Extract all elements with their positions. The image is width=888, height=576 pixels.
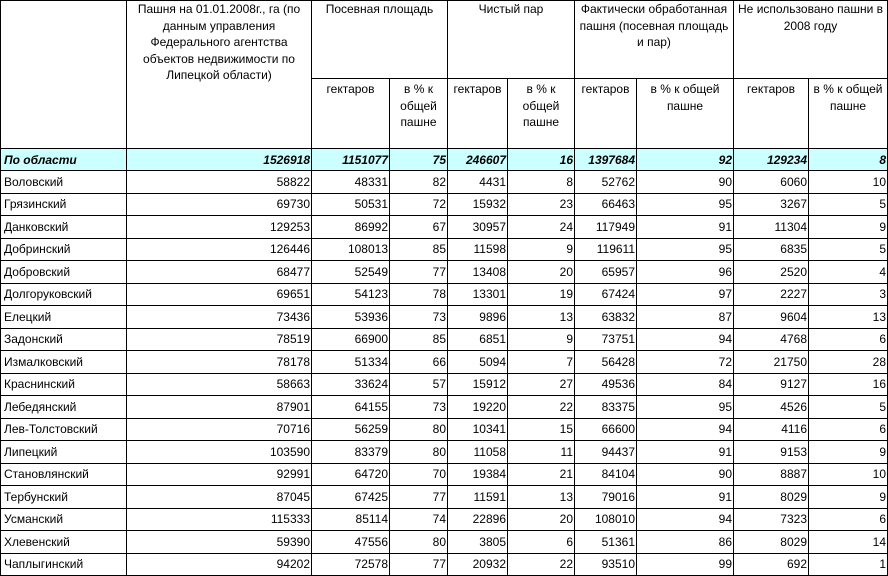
table-row [1, 418, 888, 441]
unused-hectares: 9127 [734, 373, 809, 396]
district-name: Добринский [1, 238, 127, 261]
sown-percent: 85 [390, 238, 448, 261]
fallow-percent: 23 [508, 193, 575, 216]
unused-hectares: 3267 [734, 193, 809, 216]
fallow-hectares: 5094 [448, 351, 508, 374]
actual-hectares: 73751 [575, 328, 637, 351]
table-row [1, 238, 888, 261]
fallow-hectares: 13301 [448, 283, 508, 306]
unused-percent: 9 [809, 441, 888, 464]
sown-percent: 85 [390, 328, 448, 351]
sown-percent: 70 [390, 463, 448, 486]
unused-hectares: 6060 [734, 171, 809, 194]
fallow-percent: 22 [508, 396, 575, 419]
sown-hectares: 50531 [312, 193, 390, 216]
unused-hectares: 4768 [734, 328, 809, 351]
sown-hectares: 54123 [312, 283, 390, 306]
total-arable: 1526918 [127, 149, 312, 171]
fallow-hectares: 13408 [448, 261, 508, 284]
sown-percent: 78 [390, 283, 448, 306]
sown-percent: 77 [390, 486, 448, 509]
unused-hectares: 9604 [734, 306, 809, 329]
sown-percent: 80 [390, 531, 448, 554]
actual-hectares: 108010 [575, 508, 637, 531]
unused-hectares: 11304 [734, 216, 809, 239]
unused-hectares: 2520 [734, 261, 809, 284]
sown-hectares: 56259 [312, 418, 390, 441]
arable-value: 58663 [127, 373, 312, 396]
district-name: Лев-Толстовский [1, 418, 127, 441]
total-unused-pct: 8 [809, 149, 888, 171]
fallow-hectares: 19220 [448, 396, 508, 419]
actual-hectares: 79016 [575, 486, 637, 509]
unused-hectares: 2227 [734, 283, 809, 306]
actual-hectares: 52762 [575, 171, 637, 194]
sown-hectares: 108013 [312, 238, 390, 261]
unused-hectares: 4116 [734, 418, 809, 441]
unused-percent: 10 [809, 171, 888, 194]
actual-percent: 96 [637, 261, 734, 284]
fallow-header: Чистый пар [448, 1, 575, 79]
table-row [1, 351, 888, 374]
table-row [1, 463, 888, 486]
table-row [1, 171, 888, 194]
actual-hectares: 119611 [575, 238, 637, 261]
sown-hectares: 47556 [312, 531, 390, 554]
unused-percent: 9 [809, 216, 888, 239]
sown-percent: 72 [390, 193, 448, 216]
arable-value: 103590 [127, 441, 312, 464]
district-name: Краснинский [1, 373, 127, 396]
arable-value: 59390 [127, 531, 312, 554]
table-row [1, 486, 888, 509]
unused-percent: 5 [809, 396, 888, 419]
unused-hectares: 8887 [734, 463, 809, 486]
fallow-percent: 11 [508, 441, 575, 464]
total-sown-pct: 75 [390, 149, 448, 171]
actual-percent: 91 [637, 216, 734, 239]
district-name: Добровский [1, 261, 127, 284]
district-name: Задонский [1, 328, 127, 351]
unused-hectares: 21750 [734, 351, 809, 374]
sown-percent: 73 [390, 396, 448, 419]
fallow-hectares: 3805 [448, 531, 508, 554]
arable-value: 78519 [127, 328, 312, 351]
fallow-percent: 21 [508, 463, 575, 486]
unused-percent: 1 [809, 553, 888, 576]
district-name: Хлевенский [1, 531, 127, 554]
unused-hectares: 692 [734, 553, 809, 576]
fallow-percent: 7 [508, 351, 575, 374]
fallow-hectares: 22896 [448, 508, 508, 531]
fallow-hectares: 11591 [448, 486, 508, 509]
arable-value: 92991 [127, 463, 312, 486]
unused-percent: 28 [809, 351, 888, 374]
total-actual-ha: 1397684 [575, 149, 637, 171]
unused-percent: 6 [809, 418, 888, 441]
sown-hectares: 33624 [312, 373, 390, 396]
fallow-hectares: 4431 [448, 171, 508, 194]
total-unused-ha: 129234 [734, 149, 809, 171]
table-row [1, 261, 888, 284]
total-fallow-pct: 16 [508, 149, 575, 171]
actual-hectares: 66600 [575, 418, 637, 441]
fallow-percent: 24 [508, 216, 575, 239]
fallow-percent: 20 [508, 261, 575, 284]
fallow-percent: 22 [508, 553, 575, 576]
actual-percent: 90 [637, 171, 734, 194]
unused-hectares: 4526 [734, 396, 809, 419]
fallow-percent: 20 [508, 508, 575, 531]
actual-hectares: 63832 [575, 306, 637, 329]
header-row-1 [1, 1, 888, 79]
table-row [1, 306, 888, 329]
district-name: Становлянский [1, 463, 127, 486]
district-name: Усманский [1, 508, 127, 531]
fallow-percent: 9 [508, 328, 575, 351]
actual-percent: 95 [637, 396, 734, 419]
arable-value: 126446 [127, 238, 312, 261]
actual-hectares: 51361 [575, 531, 637, 554]
unused-percent: 5 [809, 193, 888, 216]
unused-percent: 5 [809, 238, 888, 261]
unused-hectares: 8029 [734, 531, 809, 554]
arable-value: 58822 [127, 171, 312, 194]
sown-hectares: 48331 [312, 171, 390, 194]
actual-hectares: 49536 [575, 373, 637, 396]
sown-hectares-header: гектаров [312, 79, 390, 149]
actual-percent: 97 [637, 283, 734, 306]
actual-hectares: 94437 [575, 441, 637, 464]
fallow-percent: 15 [508, 418, 575, 441]
sown-percent: 82 [390, 171, 448, 194]
unused-percent: 9 [809, 486, 888, 509]
district-name: Тербунский [1, 486, 127, 509]
actual-percent: 91 [637, 486, 734, 509]
actual-hectares: 83375 [575, 396, 637, 419]
arable-value: 69651 [127, 283, 312, 306]
unused-percent: 16 [809, 373, 888, 396]
sown-percent: 73 [390, 306, 448, 329]
actual-hectares: 66463 [575, 193, 637, 216]
sown-hectares: 66900 [312, 328, 390, 351]
fallow-hectares-header: гектаров [448, 79, 508, 149]
total-sown-ha: 1151077 [312, 149, 390, 171]
sown-percent: 77 [390, 261, 448, 284]
unused-percent: 6 [809, 508, 888, 531]
fallow-percent: 8 [508, 171, 575, 194]
total-row [1, 149, 888, 171]
sown-hectares: 85114 [312, 508, 390, 531]
fallow-hectares: 19384 [448, 463, 508, 486]
table-row [1, 373, 888, 396]
unused-hectares-header: гектаров [734, 79, 809, 149]
fallow-pct-header: в % к общей пашне [508, 79, 575, 149]
actual-pct-header: в % к общей пашне [637, 79, 734, 149]
arable-value: 87045 [127, 486, 312, 509]
fallow-hectares: 6851 [448, 328, 508, 351]
sown-percent: 80 [390, 418, 448, 441]
arable-value: 78178 [127, 351, 312, 374]
sown-hectares: 51334 [312, 351, 390, 374]
fallow-percent: 9 [508, 238, 575, 261]
actual-percent: 72 [637, 351, 734, 374]
sown-hectares: 83379 [312, 441, 390, 464]
unused-percent: 4 [809, 261, 888, 284]
fallow-percent: 19 [508, 283, 575, 306]
sown-percent: 74 [390, 508, 448, 531]
sown-hectares: 64155 [312, 396, 390, 419]
fallow-percent: 13 [508, 306, 575, 329]
table-row [1, 216, 888, 239]
actual-percent: 91 [637, 441, 734, 464]
fallow-hectares: 9896 [448, 306, 508, 329]
sown-percent: 77 [390, 553, 448, 576]
fallow-percent: 6 [508, 531, 575, 554]
district-name: Липецкий [1, 441, 127, 464]
table-row [1, 193, 888, 216]
unused-hectares: 6835 [734, 238, 809, 261]
actual-hectares: 56428 [575, 351, 637, 374]
fallow-hectares: 10341 [448, 418, 508, 441]
fallow-hectares: 15932 [448, 193, 508, 216]
unused-hectares: 9153 [734, 441, 809, 464]
actual-percent: 86 [637, 531, 734, 554]
unused-hectares: 8029 [734, 486, 809, 509]
sown-hectares: 67425 [312, 486, 390, 509]
sown-percent: 67 [390, 216, 448, 239]
region-header [1, 1, 127, 149]
actual-percent: 99 [637, 553, 734, 576]
unused-percent: 10 [809, 463, 888, 486]
actual-percent: 90 [637, 463, 734, 486]
fallow-percent: 27 [508, 373, 575, 396]
unused-percent: 14 [809, 531, 888, 554]
fallow-hectares: 30957 [448, 216, 508, 239]
table-row [1, 531, 888, 554]
actual-hectares: 65957 [575, 261, 637, 284]
actual-header: Фактически обработанная пашня (посевная площадь и пар) [575, 1, 734, 79]
fallow-hectares: 15912 [448, 373, 508, 396]
sown-header: Посевная площадь [312, 1, 448, 79]
district-name: Воловский [1, 171, 127, 194]
fallow-hectares: 11058 [448, 441, 508, 464]
arable-value: 129253 [127, 216, 312, 239]
sown-hectares: 86992 [312, 216, 390, 239]
sown-hectares: 52549 [312, 261, 390, 284]
district-name: Елецкий [1, 306, 127, 329]
arable-value: 73436 [127, 306, 312, 329]
district-name: Данковский [1, 216, 127, 239]
table-row [1, 283, 888, 306]
actual-percent: 95 [637, 193, 734, 216]
actual-hectares: 93510 [575, 553, 637, 576]
actual-hectares: 84104 [575, 463, 637, 486]
total-name: По области [1, 149, 127, 171]
sown-pct-header: в % к общей пашне [390, 79, 448, 149]
table-row [1, 441, 888, 464]
actual-percent: 94 [637, 508, 734, 531]
actual-percent: 87 [637, 306, 734, 329]
unused-pct-header: в % к общей пашне [809, 79, 888, 149]
unused-percent: 3 [809, 283, 888, 306]
table-row [1, 328, 888, 351]
table-row [1, 508, 888, 531]
district-name: Чаплыгинский [1, 553, 127, 576]
unused-percent: 6 [809, 328, 888, 351]
arable-value: 87901 [127, 396, 312, 419]
arable-value: 115333 [127, 508, 312, 531]
unused-hectares: 7323 [734, 508, 809, 531]
unused-percent: 13 [809, 306, 888, 329]
total-fallow-ha: 246607 [448, 149, 508, 171]
district-name: Грязинский [1, 193, 127, 216]
sown-percent: 57 [390, 373, 448, 396]
fallow-percent: 13 [508, 486, 575, 509]
actual-hectares: 67424 [575, 283, 637, 306]
table-row [1, 553, 888, 576]
sown-hectares: 53936 [312, 306, 390, 329]
unused-header: Не использовано пашни в 2008 году [734, 1, 888, 79]
arable-value: 68477 [127, 261, 312, 284]
total-actual-pct: 92 [637, 149, 734, 171]
sown-percent: 80 [390, 441, 448, 464]
actual-hectares: 117949 [575, 216, 637, 239]
sown-hectares: 64720 [312, 463, 390, 486]
arable-value: 94202 [127, 553, 312, 576]
arable-header: Пашня на 01.01.2008г., га (по данным управления Федерального агентства объектов недвижимости по Липецкой области) [127, 1, 312, 149]
actual-percent: 94 [637, 328, 734, 351]
actual-hectares-header: гектаров [575, 79, 637, 149]
fallow-hectares: 11598 [448, 238, 508, 261]
arable-value: 69730 [127, 193, 312, 216]
sown-hectares: 72578 [312, 553, 390, 576]
district-name: Долгоруковский [1, 283, 127, 306]
district-name: Измалковский [1, 351, 127, 374]
table-row [1, 396, 888, 419]
actual-percent: 95 [637, 238, 734, 261]
actual-percent: 84 [637, 373, 734, 396]
sown-percent: 66 [390, 351, 448, 374]
arable-value: 70716 [127, 418, 312, 441]
fallow-hectares: 20932 [448, 553, 508, 576]
actual-percent: 94 [637, 418, 734, 441]
district-name: Лебедянский [1, 396, 127, 419]
